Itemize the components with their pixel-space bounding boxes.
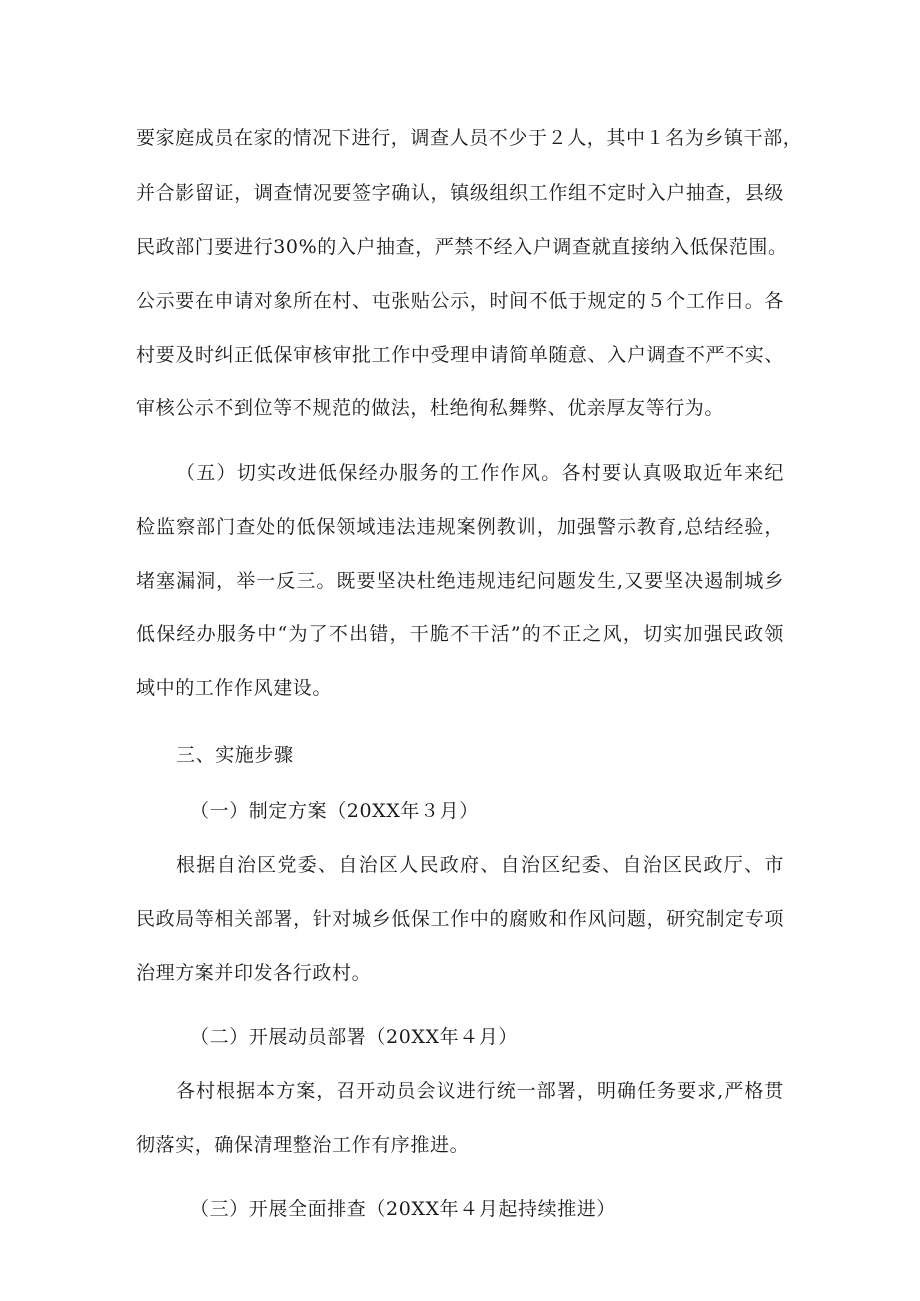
paragraph-line: 根据自治区党委、自治区人民政府、自治区纪委、自治区民政厅、市 [176,854,784,876]
paragraph-line: 治理方案并印发各行政村。 [136,962,372,984]
step-heading: （三）开展全面排查（20XX年４月起持续推进） [190,1198,617,1220]
paragraph-line: （五）切实改进低保经办服务的工作作风。各村要认真吸取近年来纪 [176,462,784,484]
step-heading: （二）开展动员部署（20XX年４月） [190,1026,519,1048]
paragraph-line: 彻落实，确保清理整治工作有序推进。 [136,1134,470,1156]
paragraph-line: 检监察部门查处的低保领域违法违规案例教训，加强警示教育,总结经验， [136,516,784,538]
paragraph-line: 低保经办服务中“为了不出错，干脆不干活”的不正之风，切实加强民政领 [136,623,784,645]
section-heading: 三、实施步骤 [176,744,294,766]
paragraph-line: 堵塞漏洞，举一反三。既要坚决杜绝违规违纪问题发生,又要坚决遏制城乡 [136,570,784,592]
step-heading: （一）制定方案（20XX年３月） [190,800,479,822]
paragraph-line: 公示要在申请对象所在村、屯张贴公示，时间不低于规定的５个工作日。各 [136,290,784,312]
paragraph-line: 审核公示不到位等不规范的做法，杜绝徇私舞弊、优亲厚友等行为。 [136,397,725,419]
paragraph-line: 域中的工作作风建设。 [136,677,333,699]
paragraph-line: 民政部门要进行30%的入户抽查，严禁不经入户调查就直接纳入低保范围。 [136,236,788,258]
paragraph-line: 民政局等相关部署，针对城乡低保工作中的腐败和作风问题，研究制定专项 [136,908,784,930]
paragraph-line: 要家庭成员在家的情况下进行，调查人员不少于２人，其中１名为乡镇干部， [136,127,803,149]
paragraph-line: 村要及时纠正低保审核审批工作中受理申请简单随意、入户调查不严不实、 [136,344,784,366]
paragraph-line: 各村根据本方案，召开动员会议进行统一部署，明确任务要求,严格贯 [176,1080,784,1102]
paragraph-line: 并合影留证，调查情况要签字确认，镇级组织工作组不定时入户抽查，县级 [136,182,784,204]
